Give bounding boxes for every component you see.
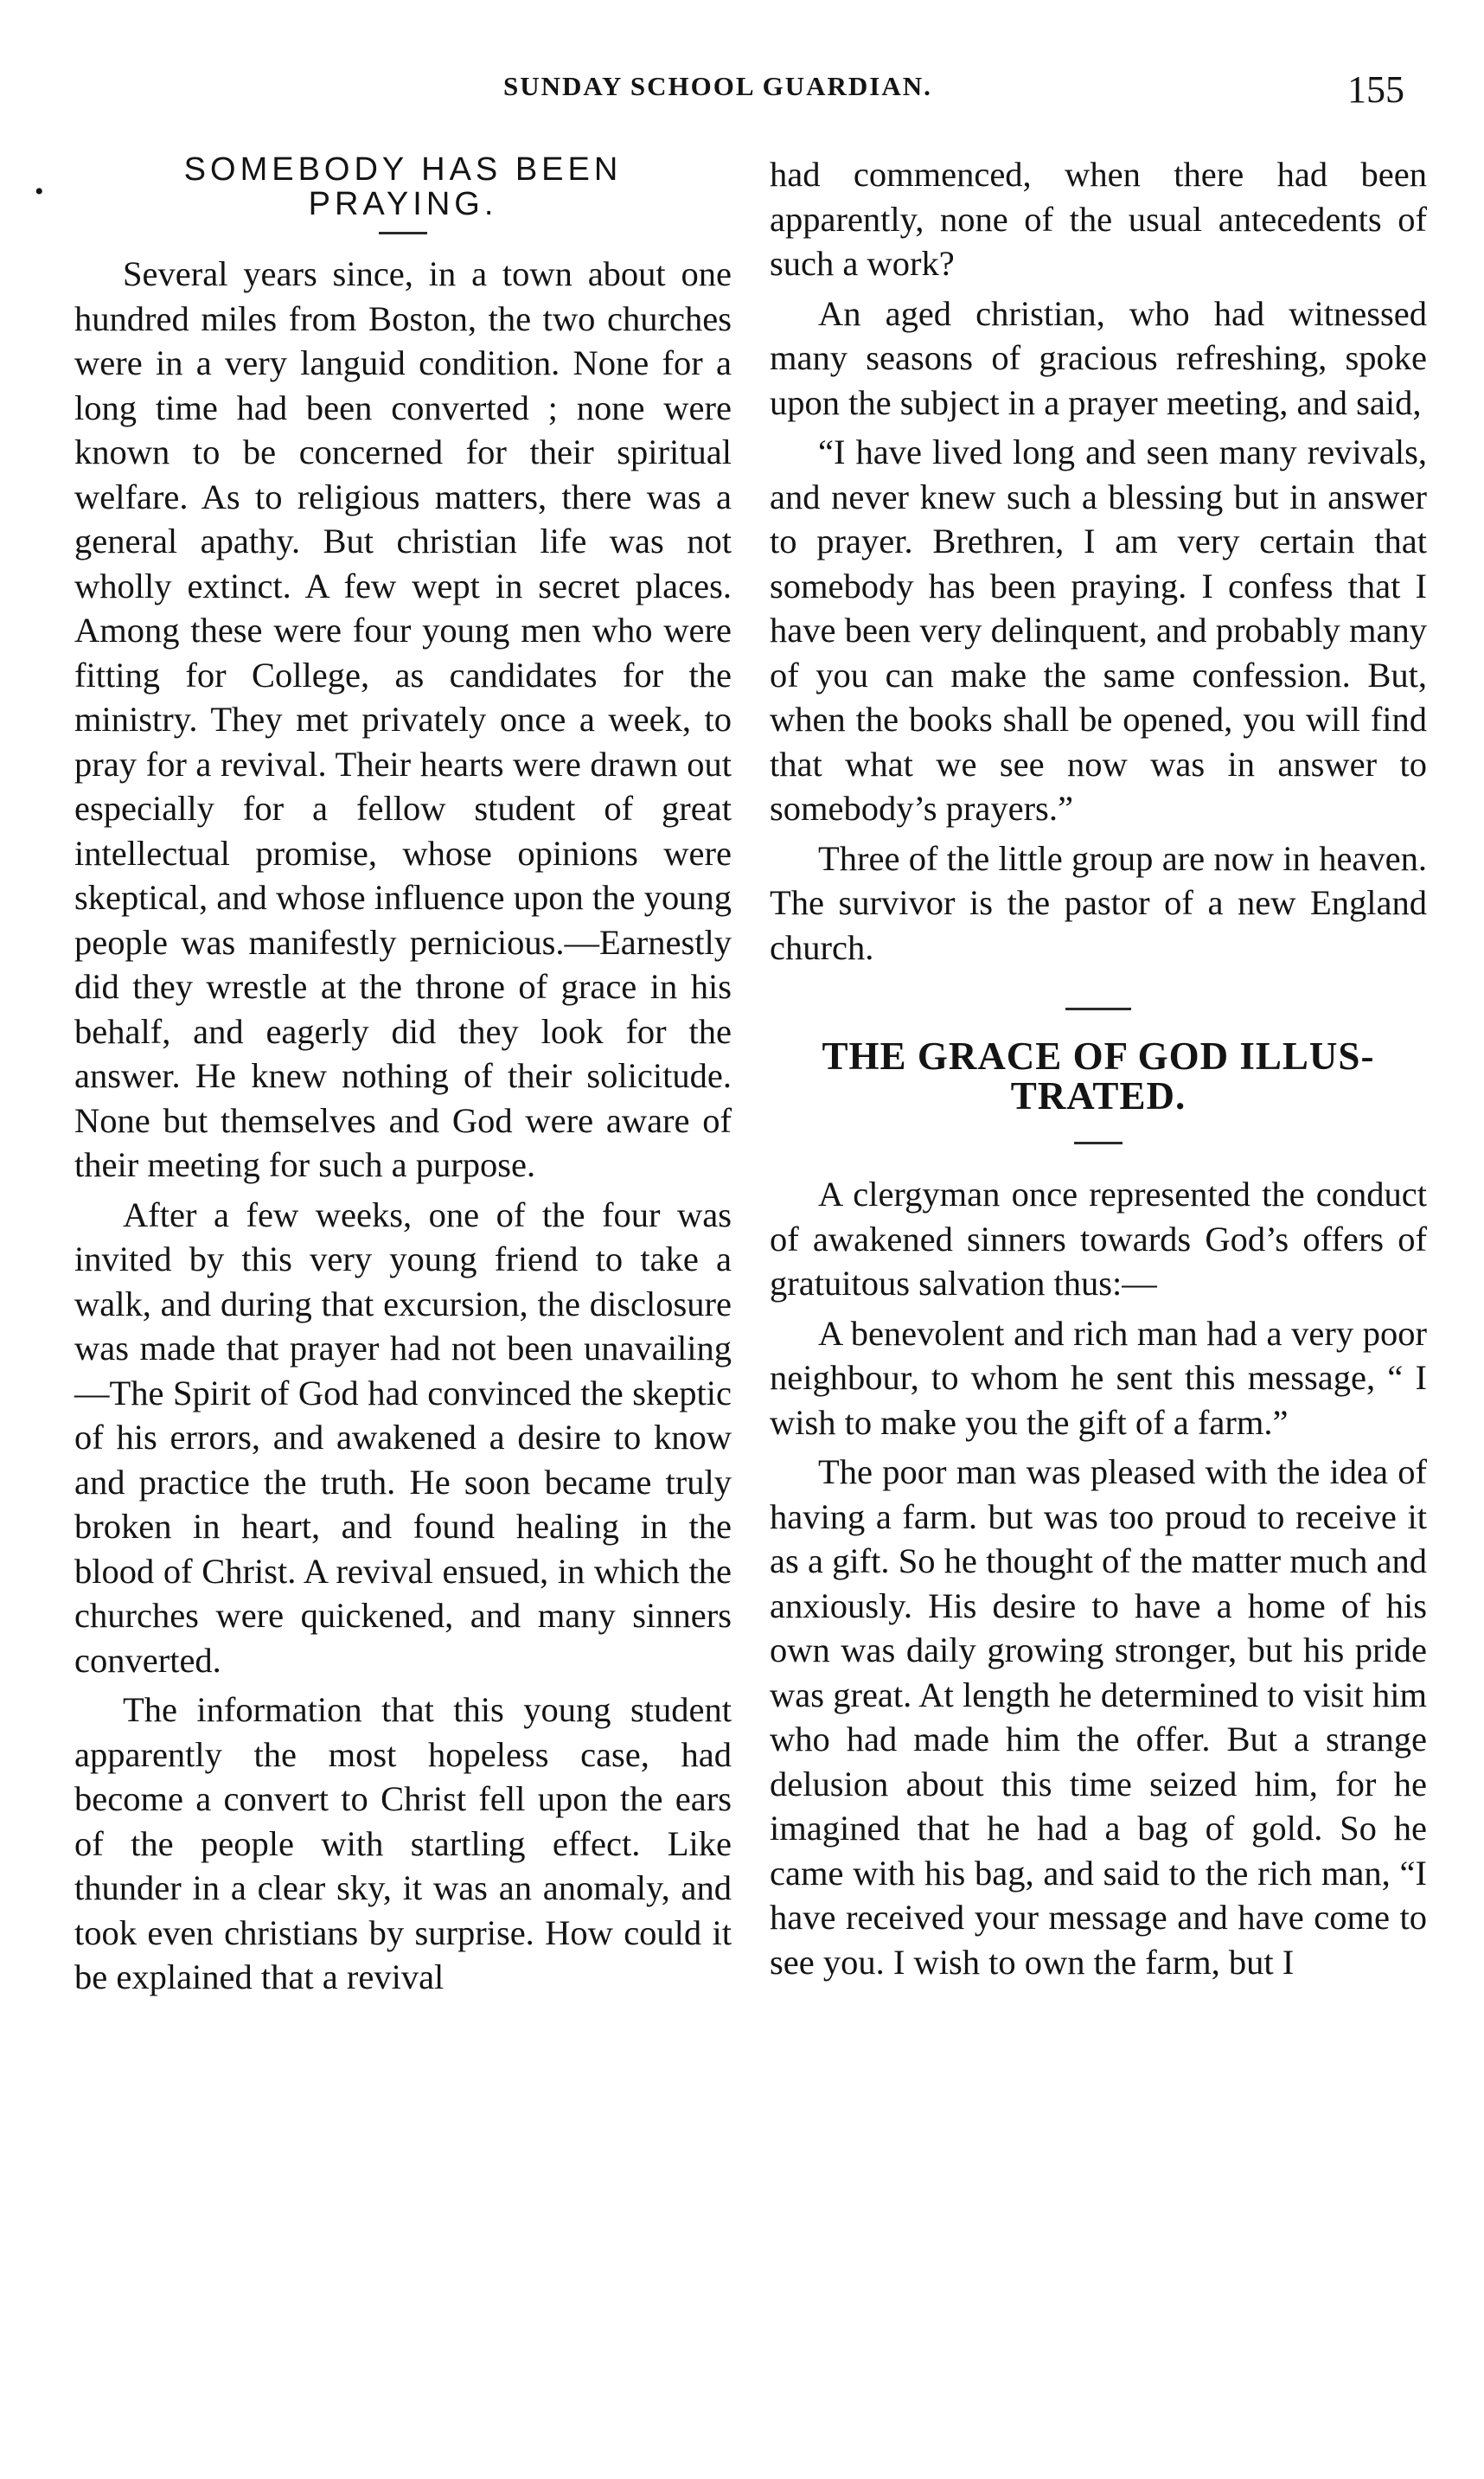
paragraph: A clergyman once represented the conduct of awakened sinners towards God’s offers of gratuitous salvation thus:— xyxy=(770,1175,1427,1303)
article2-title xyxy=(770,1036,1427,1116)
article2-title-line2: TRATED. xyxy=(1010,1074,1187,1118)
stray-mark: • xyxy=(35,177,44,206)
title-rule xyxy=(379,232,427,234)
paragraph-continued: had commenced, when there had been apparently, none of the usual antecedents of such a work? xyxy=(770,155,1427,283)
section-rule xyxy=(1065,1008,1131,1010)
paragraph: “I have lived long and seen many revivals, and never knew such a blessing but in answer to prayer. Brethren, I am very certain that somebody has been praying. I confess that I have been very delinquent, and probably many of you can make the same confession. But, when the books shall be opened, you will find that what we see now was in answer to somebody’s prayers.” xyxy=(770,432,1427,828)
paragraph: An aged christian, who had witnessed many seasons of gracious refreshing, spoke upon the subject in a prayer meeting, and said, xyxy=(770,293,1427,422)
paragraph: The information that this young student apparently the most hopeless case, had become a convert to Christ fell upon the ears of the people with startling effect. Like thunder in a clear sky, it was an anomaly, and took even christians by surprise. How could it be explained that a revival xyxy=(74,1690,732,1996)
article2-title-line1: THE GRACE OF GOD ILLUS- xyxy=(822,1035,1375,1078)
page-number: 155 xyxy=(1347,68,1404,111)
article1-title-line1: SOMEBODY HAS BEEN xyxy=(183,151,623,188)
paragraph: A benevolent and rich man had a very poor neighbour, to whom he sent this message, “ I wish to make you the gift of a farm.” xyxy=(770,1313,1427,1442)
right-column xyxy=(770,152,1427,1984)
running-title: SUNDAY SCHOOL GUARDIAN. xyxy=(503,71,932,101)
paragraph: Several years since, in a town about one hundred miles from Boston, the two churches were in a very languid condition. None for a long time had been converted ; none were known to be concerned for their spiritual welfare. As to religious matters, there was a general apathy. But christian life was not wholly extinct. A few wept in secret places. Among these were four young men who were fitting for College, as candidates for the ministry. They met privately once a week, to pray for a revival. Their hearts were drawn out especially for a fellow student of great intellectual promise, whose opinions were skeptical, and whose influence upon the young people was manifestly pernicious.—Earnestly did they wrestle at the throne of grace in his behalf, and eagerly did they look for the answer. He knew nothing of their solicitude. None but themselves and God were aware of their meeting for such a purpose. xyxy=(74,254,732,1184)
paragraph: The poor man was pleased with the idea of having a farm. but was too proud to receive it as a gift. So he thought of the matter much and anxiously. His desire to have a home of his own was daily growing stronger, but his pride was great. At length he determined to visit him who had made him the offer. But a strange delusion about this time seized him, for he imagined that he had a bag of gold. So he came with his bag, and said to the rich man, “I have received your message and have come to see you. I wish to own the farm, but I xyxy=(770,1452,1427,1982)
left-column xyxy=(74,152,732,2000)
article1-title-line2: PRAYING. xyxy=(308,186,498,222)
paragraph: Three of the little group are now in heaven. The survivor is the pastor of a new England church. xyxy=(770,838,1427,967)
page-header xyxy=(0,67,1484,119)
title-rule xyxy=(1074,1142,1123,1144)
paragraph: After a few weeks, one of the four was invited by this very young friend to take a walk, and during that excursion, the disclosure was made that prayer had not been unavailing —The Spirit of God had convinced the skeptic of his errors, and awakened a desire to know and practice the truth. He soon became truly broken in heart, and found healing in the blood of Christ. A revival ensued, in which the churches were quickened, and many sinners converted. xyxy=(74,1195,732,1680)
article1-title xyxy=(74,152,732,221)
